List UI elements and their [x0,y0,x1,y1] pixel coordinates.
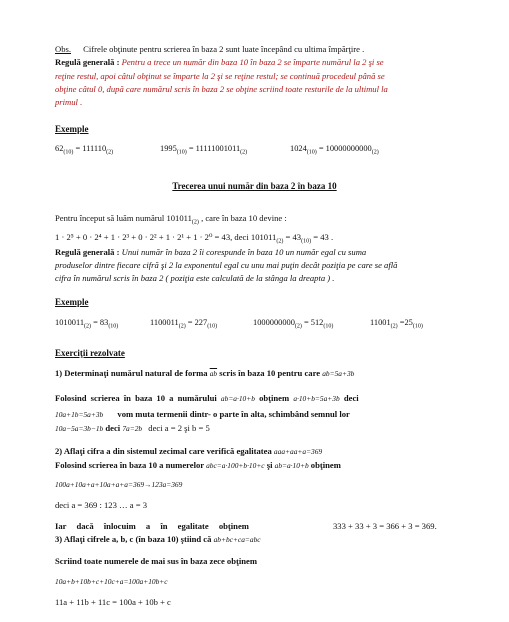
exercise2-solution-line1: Folosind scrierea în baza 10 a numerelor abc=a·100+b·10+c şi ab=a·10+b obţinem [55,460,341,470]
section2-rule-line3: cifra în numărul scris în baza 2 ( poziţia este calculată de la stânga la dreapta ) . [55,273,335,283]
section2-rule-line1: Regulă generală : Unui număr în baza 2 îi corespunde în baza 10 un număr egal cu suma [55,247,367,257]
examples2-heading: Exemple [55,297,89,307]
exercise3-question: 3) Aflaţi cifrele a, b, c (în baza 10) ştiind că ab+bc+ca=abc [55,534,261,544]
exercise1-solution-line1: Folosind scrierea în baza 10 a numărului ab=a·10+b obţinem a·10+b=5a+3b deci [55,393,359,403]
example1-item-2: $1995_{(10)} = 11111001011_{(2)}$ [160,144,248,156]
rule1-line1 [55,57,475,68]
section2-calc: 1 · 2⁵ + 0 · 2⁴ + 1 · 2³ + 0 · 2² + 1 · 2¹ + 1 · 2⁰ = 43, deci $101011_{(2)} = 43_{(10)} = 43$ . [55,232,334,245]
rule1-text-4: primul . [55,97,83,107]
rule1-label: Regulă generală : [55,57,120,67]
section2-rule-line2: produselor dintre fiecare cifră şi 2 la exponentul egal cu unu mai puţin decât poziţia pe care se află [55,260,398,270]
examples1-heading: Exemple [55,124,89,134]
exercise1-solution-line2: 10a+1b=5a+3b vom muta termenii dintr- o parte în alta, schimbând semnul lor [55,409,350,419]
exercise1-solution-line3: 10a−5a=3b−1b deci 7a=2b deci a = 2 şi b = 5 [55,423,210,433]
exercise1-question: 1) Determinaţi numărul natural de forma $\overline{ab}$ scris în baza 10 pentru care ab=5a+3b [55,368,355,378]
exercise2-solution-line3: deci a = 369 : 123 … a = 3 [55,500,148,510]
section2-title: Trecerea unui număr din baza 2 în baza 10 [172,181,337,191]
exercise2-solution-line4: Iar dacă înlocuim a în egalitate obţinem 333 + 33 + 3 = 366 + 3 = 369. [55,521,437,531]
rule1-text-2: reţine restul, apoi câtul obţinut se împarte la 2 şi se reţine restul; se continuă procedeul până se [55,71,385,81]
example1-item-1: $62_{(10)} = 111110_{(2)}$ [55,144,114,156]
exercise2-question: 2) Aflaţi cifra a din sistemul zecimal care verifică egalitatea aaa+aa+a=369 [55,446,323,456]
exercise2-solution-line2: 100a+10a+a+10a+a+a=369→123a=369 [55,480,183,489]
exercise3-solution-line1: Scriind toate numerele de mai sus în baza zece obţinem [55,556,258,566]
example2-item-4: $11001_{(2)} =25_{(10)}$ [370,318,423,330]
obs-label: Obs. [55,44,71,54]
exercise3-solution-line2: 10a+b+10b+c+10c+a=100a+10b+c [55,577,168,586]
section2-intro: Pentru început să luăm numărul $101011_{(2)}$ , care în baza 10 devine : [55,213,287,226]
rule1-text-1: Pentru a trece un număr din baza 10 în baza 2 se împarte numărul la 2 şi se [121,57,384,67]
obs-text: Cifrele obţinute pentru scrierea în baza 2 sunt luate începând cu ultima împărţire . [83,44,365,54]
example2-item-2: $1100011_{(2)} = 227_{(10)}$ [150,318,218,330]
exercise3-solution-line3: 11a + 11b + 11c = 100a + 10b + c [55,597,171,607]
obs-line [55,44,475,55]
exercises-heading: Exerciţii rezolvate [55,348,125,358]
example2-item-1: $1010011_{(2)} = 83_{(10)}$ [55,318,119,330]
example1-item-3: $1024_{(10)} = 10000000000_{(2)}$ [290,144,379,156]
example2-item-3: $1000000000_{(2)} = 512_{(10)}$ [253,318,334,330]
rule1-text-3: obţine câtul 0, după care numărul scris în baza 2 se obţine scriind toate resturile de la ultimul la [55,84,388,94]
